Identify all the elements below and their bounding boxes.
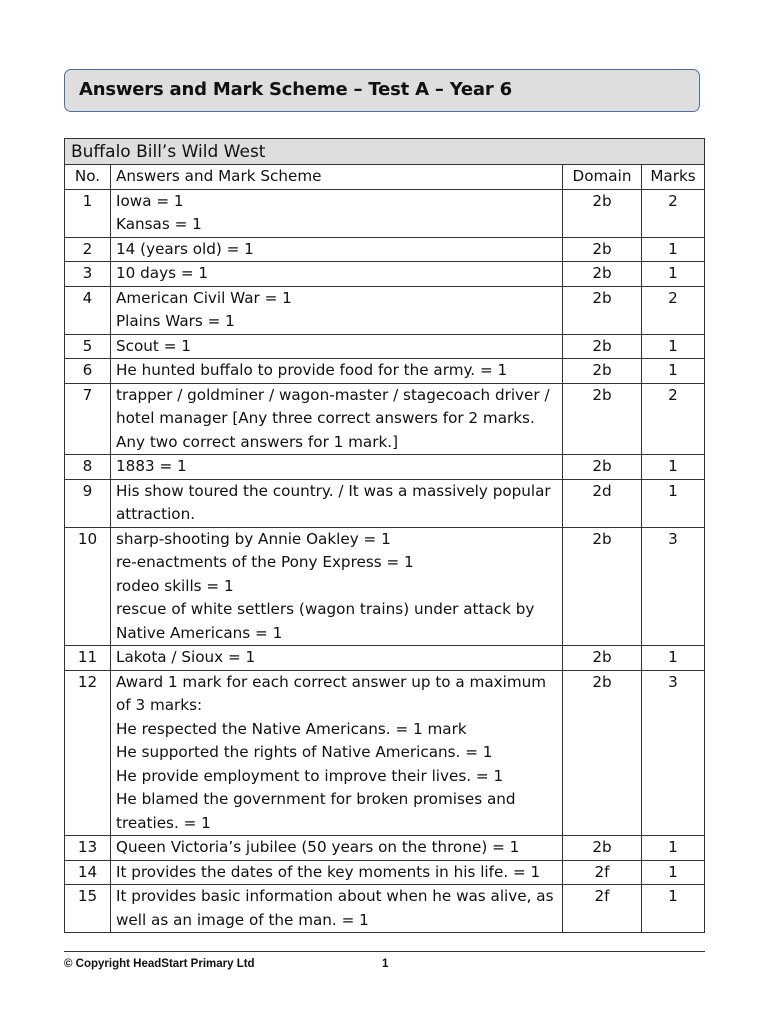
table-row: [65, 670, 705, 836]
domain-cell: 2b: [563, 237, 642, 262]
answer-line: well as an image of the man. = 1: [116, 910, 369, 929]
question-number: 13: [65, 836, 111, 861]
marks-cell: 1: [642, 262, 705, 287]
section-title: Buffalo Bill’s Wild West: [65, 139, 705, 165]
question-number: 14: [65, 860, 111, 885]
domain-cell: 2f: [563, 885, 642, 933]
answer-cell: [111, 189, 563, 237]
table-row: [65, 836, 705, 861]
domain-cell: 2b: [563, 646, 642, 671]
answer-line: trapper / goldminer / wagon-master / stagecoach driver /: [116, 385, 550, 404]
answer-cell: [111, 670, 563, 836]
domain-cell: 2d: [563, 479, 642, 527]
domain-cell: 2b: [563, 836, 642, 861]
marks-cell: 1: [642, 237, 705, 262]
question-number: 1: [65, 189, 111, 237]
domain-cell: 2b: [563, 262, 642, 287]
table-row: [65, 286, 705, 334]
marks-cell: 1: [642, 479, 705, 527]
mark-scheme-table: [64, 138, 705, 933]
column-header-domain: Domain: [563, 165, 642, 190]
question-number: 15: [65, 885, 111, 933]
question-number: 5: [65, 334, 111, 359]
table-row: [65, 527, 705, 646]
answer-cell: [111, 359, 563, 384]
marks-cell: 3: [642, 527, 705, 646]
answer-cell: [111, 383, 563, 455]
answer-line: He supported the rights of Native Americans. = 1: [116, 743, 493, 761]
answer-cell: [111, 885, 563, 933]
marks-cell: 1: [642, 646, 705, 671]
domain-cell: 2b: [563, 286, 642, 334]
question-number: 7: [65, 383, 111, 455]
marks-cell: 3: [642, 670, 705, 836]
marks-cell: 1: [642, 359, 705, 384]
table-row: [65, 479, 705, 527]
answer-line: Kansas = 1: [116, 215, 202, 233]
table-row: [65, 262, 705, 287]
answer-cell: [111, 527, 563, 646]
answer-cell: [111, 836, 563, 861]
footer-copyright: © Copyright HeadStart Primary Ltd: [64, 958, 255, 970]
domain-cell: 2f: [563, 860, 642, 885]
answer-cell: [111, 334, 563, 359]
answer-cell: [111, 860, 563, 885]
table-row: [65, 189, 705, 237]
footer-divider: [64, 951, 705, 952]
answer-line: He blamed the government for broken promises and: [116, 790, 516, 808]
answer-line: re-enactments of the Pony Express = 1: [116, 553, 414, 571]
question-number: 2: [65, 237, 111, 262]
marks-cell: 2: [642, 383, 705, 455]
marks-cell: 1: [642, 860, 705, 885]
answer-line: sharp-shooting by Annie Oakley = 1: [116, 529, 391, 548]
answer-line: treaties. = 1: [116, 813, 211, 832]
question-number: 3: [65, 262, 111, 287]
answer-cell: [111, 262, 563, 287]
question-number: 8: [65, 455, 111, 480]
table-row: [65, 885, 705, 933]
answer-line: He respected the Native Americans. = 1 mark: [116, 719, 467, 738]
answer-cell: [111, 237, 563, 262]
table-body: [65, 189, 705, 933]
section-header-row: [65, 139, 705, 165]
answer-line: of 3 marks:: [116, 696, 203, 714]
answer-line: 1883 = 1: [116, 457, 187, 475]
answer-line: Plains Wars = 1: [116, 312, 235, 330]
answer-line: It provides the dates of the key moments in his life. = 1: [116, 862, 541, 881]
answer-line: Iowa = 1: [116, 191, 184, 210]
answer-line: attraction.: [116, 505, 196, 523]
answer-line: American Civil War = 1: [116, 288, 292, 307]
domain-cell: 2b: [563, 334, 642, 359]
page-number: 1: [382, 958, 389, 970]
answer-line: Lakota / Sioux = 1: [116, 648, 256, 666]
table-row: [65, 860, 705, 885]
domain-cell: 2b: [563, 670, 642, 836]
answer-line: Any two correct answers for 1 mark.]: [116, 432, 399, 451]
marks-cell: 1: [642, 836, 705, 861]
answer-cell: [111, 455, 563, 480]
domain-cell: 2b: [563, 189, 642, 237]
question-number: 11: [65, 646, 111, 671]
answer-line: He hunted buffalo to provide food for the army. = 1: [116, 361, 508, 379]
question-number: 6: [65, 359, 111, 384]
title-banner: [64, 69, 700, 112]
question-number: 12: [65, 670, 111, 836]
answer-line: His show toured the country. / It was a massively popular: [116, 481, 551, 500]
answer-line: rescue of white settlers (wagon trains) under attack by: [116, 600, 535, 618]
column-header-marks: Marks: [642, 165, 705, 190]
question-number: 10: [65, 527, 111, 646]
marks-cell: 1: [642, 885, 705, 933]
marks-cell: 1: [642, 455, 705, 480]
marks-cell: 2: [642, 286, 705, 334]
page-title: Answers and Mark Scheme – Test A – Year 6: [79, 79, 512, 100]
column-header-no: No.: [65, 165, 111, 190]
answer-line: 14 (years old) = 1: [116, 239, 254, 258]
table-row: [65, 455, 705, 480]
table-row: [65, 334, 705, 359]
answer-cell: [111, 479, 563, 527]
table-row: [65, 383, 705, 455]
answer-line: It provides basic information about when he was alive, as: [116, 887, 554, 905]
table-row: [65, 237, 705, 262]
answer-line: rodeo skills = 1: [116, 576, 234, 595]
marks-cell: 1: [642, 334, 705, 359]
table-row: [65, 646, 705, 671]
domain-cell: 2b: [563, 359, 642, 384]
answer-cell: [111, 286, 563, 334]
answer-line: Scout = 1: [116, 336, 191, 355]
answer-line: Native Americans = 1: [116, 623, 283, 642]
answer-line: Queen Victoria’s jubilee (50 years on the throne) = 1: [116, 838, 520, 856]
domain-cell: 2b: [563, 383, 642, 455]
domain-cell: 2b: [563, 527, 642, 646]
column-header-answers: Answers and Mark Scheme: [111, 165, 563, 190]
answer-line: He provide employment to improve their lives. = 1: [116, 766, 504, 785]
answer-line: 10 days = 1: [116, 264, 209, 282]
column-header-row: [65, 165, 705, 190]
marks-cell: 2: [642, 189, 705, 237]
question-number: 9: [65, 479, 111, 527]
table-row: [65, 359, 705, 384]
question-number: 4: [65, 286, 111, 334]
answer-line: hotel manager [Any three correct answers for 2 marks.: [116, 409, 535, 427]
answer-line: Award 1 mark for each correct answer up to a maximum: [116, 672, 547, 691]
answer-cell: [111, 646, 563, 671]
domain-cell: 2b: [563, 455, 642, 480]
